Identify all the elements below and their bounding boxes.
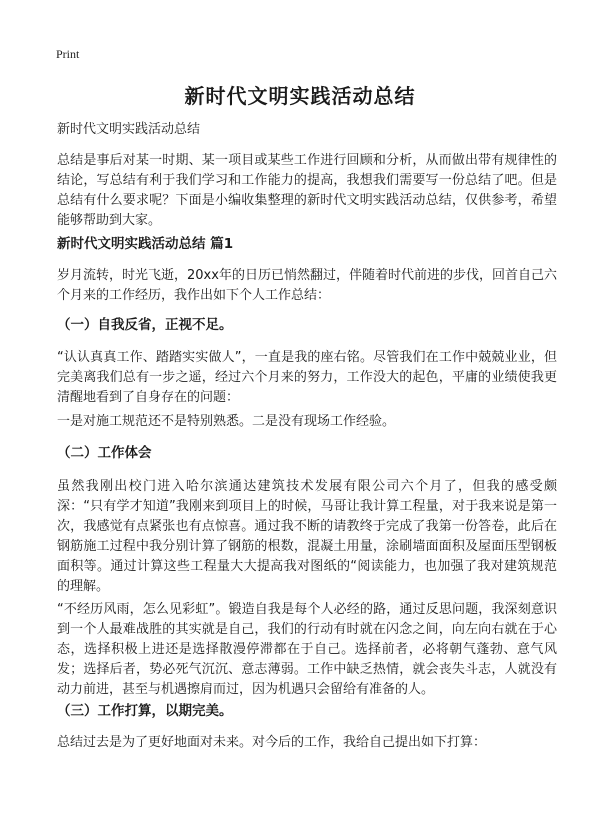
intro-paragraph: 总结是事后对某一时期、某一项目或某些工作进行回顾和分析，从而做出带有规律性的结论，写总结有利于我们学习和工作能力的提高，我想我们需要写一份总结了吧。但是总结有什么要求呢？下面是小编收集整理的新时代文明实践活动总结，仅供参考，希望能够帮助到大家。 [57,153,557,228]
paragraph-4: 虽然我刚出校门进入哈尔滨通达建筑技术发展有限公司六个月了，但我的感受颇深：“只有学才知道”我刚来到项目上的时候，马哥让我计算工程量，对于我来说是第一次，我感觉有点紧张也有点惊喜。通过我不断的请教终于完成了我第一份答卷，此后在钢筋施工过程中我分别计算了钢筋的根数，混凝土用量，涂刷墙面面积及屋面压型钢板面积等。通过计算这些工程量大大提高我对图纸的“阅读能力，也加强了我对建筑规范的理解。 [57,479,557,594]
heading-work-plan: （三）工作打算，以期完美。 [57,703,233,719]
paragraph-2: “认认真真工作、踏踏实实做人”，一直是我的座右铭。尽管我们在工作中兢兢业业，但完美离我们总有一步之遥，经过六个月来的努力，工作没大的起色，平庸的业绩使我更清醒地看到了自身存在的问题： [57,350,557,405]
paragraph-5: “不经历风雨，怎么见彩虹”。锻造自我是每个人必经的路，通过反思问题，我深刻意识到一个人最难战胜的其实就是自己，我们的行动有时就在闪念之间，向左向右就在于心态，选择积极上进还是选择散漫停滞都在于自己。选择前者，必将朝气蓬勃、意气风发；选择后者，势必死气沉沉、意志薄弱。工作中缺乏热情，就会丧失斗志，人就没有动力前进，甚至与机遇擦肩而过，因为机遇只会留给有准备的人。 [57,602,557,697]
heading-work-experience: （二）工作体会 [57,445,152,461]
document-subtitle: 新时代文明实践活动总结 [57,122,201,137]
document-title: 新时代文明实践活动总结 [184,84,416,108]
paragraph-3: 一是对施工规范还不是特别熟悉。二是没有现场工作经验。 [57,414,396,429]
heading-self-reflection: （一）自我反省，正视不足。 [57,317,233,333]
section-title: 新时代文明实践活动总结 篇1 [57,236,234,252]
print-link[interactable]: Print [56,47,80,61]
paragraph-1: 岁月流转，时光飞逝，20xx年的日历已悄然翻过，伴随着时代前进的步伐，回首自己六个月来的工作经历，我作出如下个人工作总结： [57,268,557,303]
paragraph-6: 总结过去是为了更好地面对未来。对今后的工作，我给自己提出如下打算： [57,735,487,750]
